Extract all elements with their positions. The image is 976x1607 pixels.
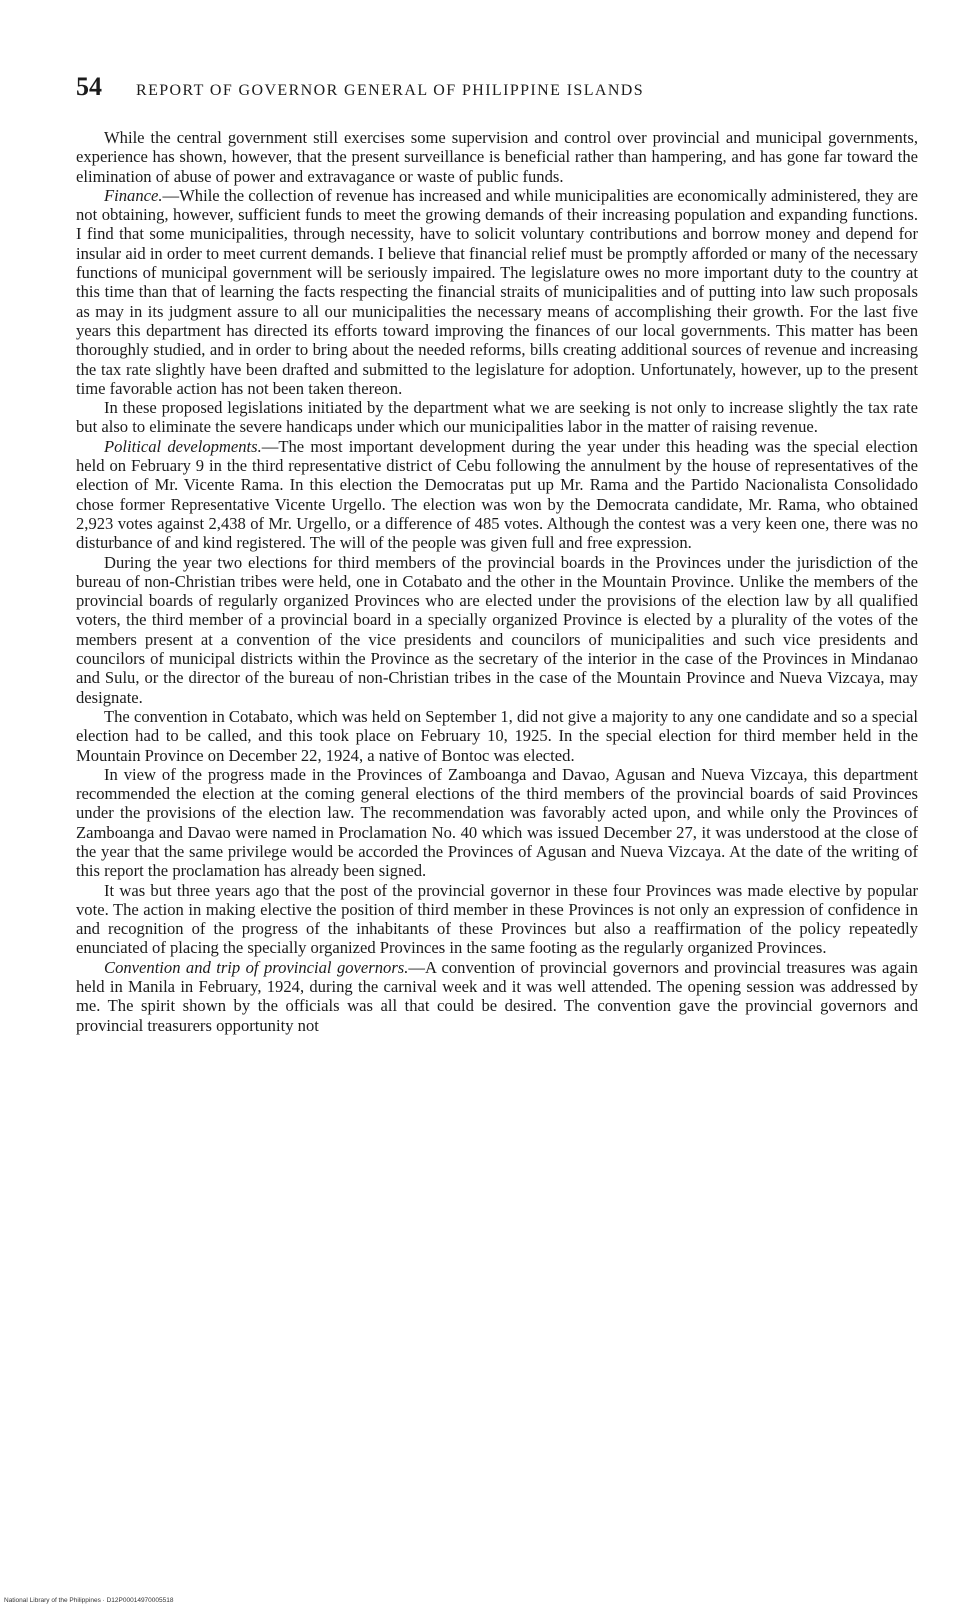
page-header <box>76 72 918 112</box>
paragraph-text: The convention in Cotabato, which was held on September 1, did not give a majority to any one candidate and so a special election had to be called, and this took place on February 10, 1925. In the special election for third member held in the Mountain Province on December 22, 1924, a native of Bontoc was elected. <box>76 706 918 765</box>
paragraph-lead: Political developments. <box>104 436 262 456</box>
paragraph-text: While the central government still exercises some supervision and control over provincial and municipal governments, experience has shown, however, that the present surveillance is beneficial rather than hampering, and has gone far toward the elimination of abuse of power and extravagance or waste of public funds. <box>76 128 918 186</box>
paragraph <box>76 128 918 186</box>
paragraph <box>76 398 918 437</box>
paragraph <box>76 437 918 553</box>
paragraph-text: —While the collection of revenue has increased and while municipalities are economically administered, they are not obtaining, however, sufficient funds to meet the growing demands of their increasing population and expanding functions. I find that some municipalities, through necessity, have to solicit voluntary contributions and borrow money and depend for insular aid in order to meet current demands. I believe that financial relief must be promptly afforded or many of the necessary functions of municipal government will be seriously impaired. The legislature owes no more important duty to the country at this time than that of learning the facts respecting the financial straits of municipalities and of putting into law such proposals as may in its judgment assure to all our municipalities the necessary means of accomplishing their growth. For the last five years this department has directed its efforts toward improving the finances of our local governments. This matter has been thoroughly studied, and in order to bring about the needed reforms, bills creating additional sources of revenue and increasing the tax rate slightly have been drafted and submitted to the legislature for adoption. Unfortunately, however, up to the present time favorable action has not been taken thereon. <box>76 185 918 398</box>
paragraph <box>76 958 918 1035</box>
page-number: 54 <box>76 72 102 101</box>
paragraph <box>76 707 918 765</box>
paragraph <box>76 881 918 958</box>
paragraph-lead: Convention and trip of provincial governors. <box>104 957 409 977</box>
paragraph-text: In view of the progress made in the Provinces of Zamboanga and Davao, Agusan and Nueva Vizcaya, this department recommended the election at the coming general elections of the third members of the provincial boards of said Provinces under the provisions of the election law. The recommendation was favorably acted upon, and while only the Provinces of Zamboanga and Davao were named in Proclamation No. 40 which was issued December 27, it was understood at the close of the year that the same privilege would be accorded the Provinces of Agusan and Nueva Vizcaya. At the date of the writing of this report the proclamation has already been signed. <box>76 764 918 881</box>
document-page <box>76 72 918 1035</box>
paragraph-lead: Finance. <box>104 185 163 205</box>
paragraph-text: It was but three years ago that the post of the provincial governor in these four Provinces was made elective by popular vote. The action in making elective the position of third member in these Provinces is not only an expression of confidence in and recognition of the progress of the inhabitants of these Provinces but also a reaffirmation of the policy repeatedly enunciated of placing the specially organized Provinces in the same footing as the regularly organized Provinces. <box>76 880 918 958</box>
paragraph-text: —The most important development during the year under this heading was the special election held on February 9 in the third representative district of Cebu following the annulment by the house of representatives of the election of Mr. Vicente Rama. In this election the Democratas put up Mr. Rama and the Partido Nacionalista Consolidado chose former Representative Vicente Urgello. The election was won by the Democrata candidate, Mr. Rama, who obtained 2,923 votes against 2,438 of Mr. Urgello, or a difference of 485 votes. Although the contest was a very keen one, there was no disturbance of and kind registered. The will of the people was given full and free expression. <box>76 436 918 553</box>
paragraph <box>76 186 918 398</box>
paragraph-text: In these proposed legislations initiated by the department what we are seeking is not only to increase slightly the tax rate but also to eliminate the severe handicaps under which our municipalities labor in the matter of raising revenue. <box>76 398 918 437</box>
paragraph-text: —A convention of provincial governors and provincial treasures was again held in Manila in February, 1924, during the carnival week and it was well attended. The opening session was addressed by me. The spirit shown by the officials was all that could be desired. The convention gave the provincial governors and provincial treasurers opportunity not <box>76 957 918 1035</box>
paragraph-text: During the year two elections for third members of the provincial boards in the Provinces under the jurisdiction of the bureau of non-Christian tribes were held, one in Cotabato and the other in the Mountain Province. Unlike the members of the provincial boards of regularly organized Provinces who are elected under the provisions of the election law by all qualified voters, the third member of a provincial board in a specially organized Province is elected by a plurality of the votes of the members present at a convention of the vice presidents and councilors of municipalities and such vice presidents and councilors of municipal districts within the Province as the secretary of the interior in the case of the Provinces in Mindanao and Sulu, or the director of the bureau of non-Christian tribes in the case of the Mountain Province and Nueva Vizcaya, may designate. <box>76 552 918 707</box>
paragraph <box>76 765 918 881</box>
body-text <box>76 128 918 1035</box>
paragraph <box>76 553 918 707</box>
source-footer: National Library of the Philippines · D12P00014970005518 <box>4 1597 174 1604</box>
running-title: REPORT OF GOVERNOR GENERAL OF PHILIPPINE ISLANDS <box>136 82 645 99</box>
